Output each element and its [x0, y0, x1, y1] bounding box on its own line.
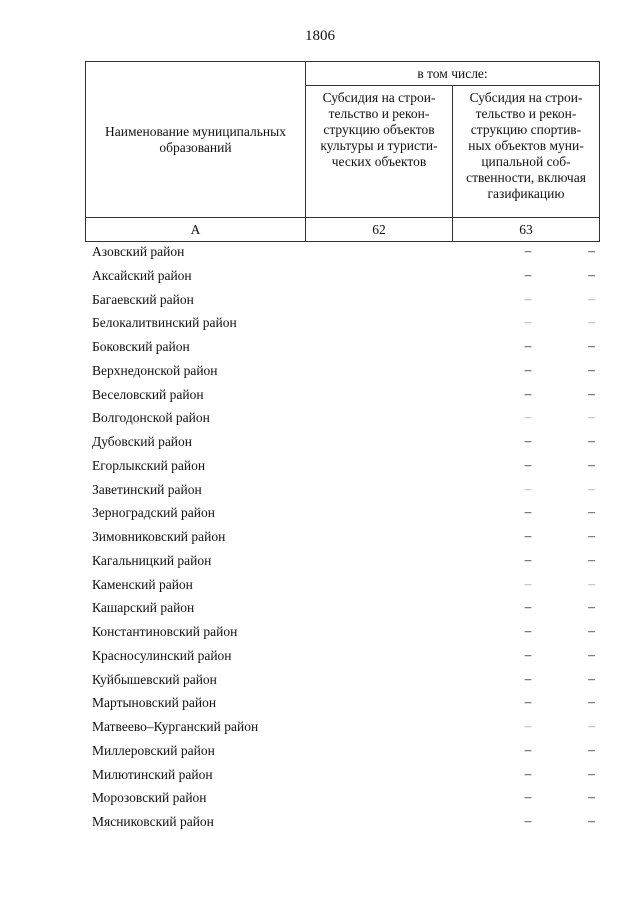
row-value-62: – — [524, 504, 532, 520]
row-value-63: – — [588, 314, 595, 330]
row-value-63: – — [588, 338, 595, 353]
table-row — [85, 644, 600, 668]
row-value-63: – — [588, 623, 595, 638]
header-group-label: в том числе: — [306, 62, 600, 86]
header-col-62: Субсидия на строи- тельство и рекон- струкцию объектов культуры и туристи- ческих объектов — [306, 86, 453, 218]
table-row — [85, 383, 600, 407]
row-name: Зимовниковский район — [92, 529, 226, 544]
row-name: Боковский район — [92, 339, 190, 354]
row-value-63: – — [588, 504, 595, 520]
row-value-63: – — [588, 575, 595, 591]
row-value-63: – — [588, 243, 595, 258]
table-row — [85, 525, 600, 549]
row-value-62: – — [524, 385, 532, 401]
header-index-63: 63 — [453, 218, 600, 242]
row-value-62: – — [524, 718, 532, 733]
table-row — [85, 691, 600, 715]
row-value-63: – — [588, 813, 595, 828]
row-value-62: – — [524, 599, 532, 615]
row-name: Дубовский район — [92, 434, 193, 449]
row-name: Мясниковский район — [92, 814, 214, 829]
row-value-62: – — [524, 361, 532, 377]
table-row — [85, 573, 600, 597]
row-name: Каменский район — [92, 576, 193, 592]
table-row — [85, 620, 600, 644]
row-value-63: – — [588, 433, 595, 448]
row-value-63: – — [588, 765, 595, 781]
row-value-62: – — [524, 266, 532, 282]
table-row — [85, 288, 600, 312]
row-name: Милютинский район — [92, 766, 213, 782]
row-name: Заветинский район — [92, 481, 202, 497]
header-col-63: Субсидия на строи- тельство и рекон- струкцию спортив- ных объектов муни- ципальной соб- ственности, включая газификацию — [453, 86, 600, 218]
row-name: Зерноградский район — [92, 505, 215, 521]
table-row — [85, 810, 600, 834]
table-body — [85, 240, 600, 834]
table-row — [85, 430, 600, 454]
row-value-62: – — [524, 623, 532, 638]
table-row — [85, 668, 600, 692]
row-value-62: – — [524, 670, 532, 686]
table-row — [85, 335, 600, 359]
row-value-63: – — [588, 718, 595, 733]
header-index-name: А — [86, 218, 306, 242]
row-value-62: – — [524, 433, 532, 448]
row-value-63: – — [588, 646, 595, 662]
table-row — [85, 240, 600, 264]
row-value-63: – — [588, 670, 595, 686]
row-name: Кагальницкий район — [92, 552, 212, 568]
table-row — [85, 715, 600, 739]
row-value-62: – — [524, 338, 532, 353]
row-value-63: – — [588, 741, 595, 757]
row-value-62: – — [524, 409, 532, 425]
table-row — [85, 739, 600, 763]
row-value-62: – — [524, 528, 532, 543]
row-value-62: – — [524, 813, 532, 828]
row-name: Веселовский район — [92, 386, 204, 402]
table-row — [85, 549, 600, 573]
row-name: Волгодонской район — [92, 410, 210, 426]
table-row — [85, 311, 600, 335]
row-value-62: – — [524, 765, 532, 781]
table-row — [85, 763, 600, 787]
page-number: 1806 — [305, 28, 335, 44]
row-value-62: – — [524, 646, 532, 662]
row-name: Куйбышевский район — [92, 671, 217, 687]
row-name: Азовский район — [92, 244, 185, 259]
row-value-63: – — [588, 361, 595, 377]
row-value-62: – — [524, 290, 532, 306]
row-value-62: – — [524, 789, 532, 805]
table-row — [85, 264, 600, 288]
table-header — [85, 61, 600, 242]
row-name: Багаевский район — [92, 291, 194, 307]
row-name: Аксайский район — [92, 267, 192, 283]
row-value-63: – — [588, 480, 595, 496]
row-value-62: – — [524, 694, 532, 710]
row-value-63: – — [588, 456, 595, 472]
table-row — [85, 359, 600, 383]
row-value-63: – — [588, 789, 595, 805]
row-value-62: – — [524, 741, 532, 757]
row-name: Мартыновский район — [92, 695, 217, 711]
table-row — [85, 786, 600, 810]
row-value-63: – — [588, 551, 595, 567]
table-row — [85, 596, 600, 620]
row-value-63: – — [588, 385, 595, 401]
row-value-62: – — [524, 243, 532, 258]
table-row — [85, 501, 600, 525]
row-name: Морозовский район — [92, 790, 207, 806]
row-name: Кашарский район — [92, 600, 195, 616]
row-name: Матвеево–Курганский район — [92, 719, 259, 734]
row-value-62: – — [524, 456, 532, 472]
row-value-63: – — [588, 290, 595, 306]
header-name-column: Наименование муниципальных образований — [86, 62, 306, 218]
row-name: Верхнедонской район — [92, 362, 218, 378]
row-value-62: – — [524, 314, 532, 330]
row-name: Константиновский район — [92, 624, 238, 639]
table-row — [85, 406, 600, 430]
row-value-62: – — [524, 575, 532, 591]
row-name: Красносулинский район — [92, 647, 232, 663]
row-value-63: – — [588, 409, 595, 425]
row-value-63: – — [588, 528, 595, 543]
row-name: Егорлыкский район — [92, 457, 206, 473]
row-value-63: – — [588, 266, 595, 282]
table-row — [85, 454, 600, 478]
row-name: Белокалитвинский район — [92, 315, 237, 331]
header-index-62: 62 — [306, 218, 453, 242]
row-name: Миллеровский район — [92, 742, 215, 758]
row-value-62: – — [524, 551, 532, 567]
row-value-63: – — [588, 599, 595, 615]
table-row — [85, 478, 600, 502]
row-value-62: – — [524, 480, 532, 496]
row-value-63: – — [588, 694, 595, 710]
